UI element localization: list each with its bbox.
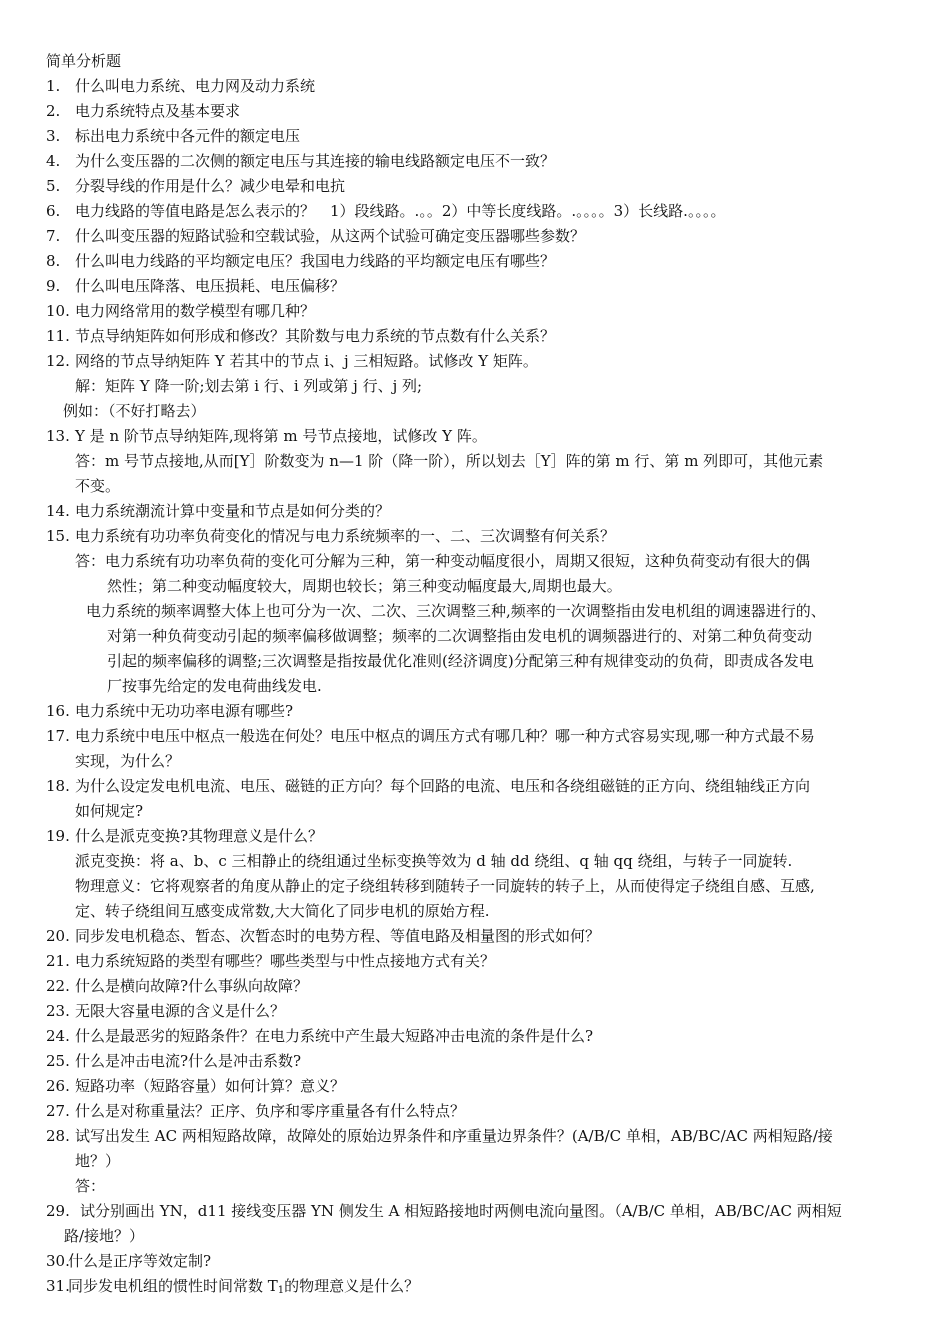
item-text: 然性；第二种变动幅度较大，周期也较长；第三种变动幅度最大,周期也最大。 xyxy=(107,577,622,595)
item-number: 24. xyxy=(46,1027,70,1045)
item-number: 2. xyxy=(46,102,61,120)
item-text: 什么是正序等效定制? xyxy=(68,1252,212,1270)
item-text: 短路功率（短路容量）如何计算？意义？ xyxy=(75,1077,346,1095)
answer-line xyxy=(0,749,950,774)
item-text: 电力系统短路的类型有哪些？哪些类型与中性点接地方式有关？ xyxy=(75,952,496,970)
item-number: 22. xyxy=(46,977,70,995)
item-text: 为什么变压器的二次侧的额定电压与其连接的输电线路额定电压不一致？ xyxy=(75,152,556,170)
item-number: 3. xyxy=(46,127,61,145)
item-text: 什么叫电压降落、电压损耗、电压偏移？ xyxy=(75,277,346,295)
item-text: 电力系统中电压中枢点一般选在何处？电压中枢点的调压方式有哪几种？哪一种方式容易实现,哪一种方式最不易 xyxy=(75,727,815,745)
document-title: 简单分析题 xyxy=(46,52,122,70)
item-number: 4. xyxy=(46,152,61,170)
item-text: 为什么设定发电机电流、电压、磁链的正方向？每个回路的电流、电压和各绕组磁链的正方向、绕组轴线正方向 xyxy=(75,777,811,795)
item-text: 什么叫变压器的短路试验和空载试验，从这两个试验可确定变压器哪些参数？ xyxy=(75,227,586,245)
list-item xyxy=(0,924,950,949)
item-text: 答： xyxy=(75,1177,106,1195)
list-item xyxy=(0,74,950,99)
item-text: 答：m 号节点接地,从而[Y］阶数变为 n—1 阶（降一阶），所以划去［Y］阵的第 m 行、第 m 列即可，其他元素 xyxy=(75,452,824,470)
list-item xyxy=(0,424,950,449)
item-text: 什么叫电力系统、电力网及动力系统 xyxy=(75,77,316,95)
item-text: 答：电力系统有功功率负荷的变化可分解为三种，第一种变动幅度很小，周期又很短，这种负荷变动有很大的偶 xyxy=(75,552,811,570)
item-number: 23. xyxy=(46,1002,70,1020)
item-text: 无限大容量电源的含义是什么？ xyxy=(75,1002,286,1020)
list-item xyxy=(0,774,950,799)
item-text: 电力网络常用的数学模型有哪几种？ xyxy=(75,302,316,320)
item-text: 电力系统潮流计算中变量和节点是如何分类的？ xyxy=(75,502,391,520)
answer-line xyxy=(0,649,950,674)
item-number: 28. xyxy=(46,1127,70,1145)
item-text: 什么是对称重量法？正序、负序和零序重量各有什么特点？ xyxy=(75,1102,466,1120)
list-item xyxy=(0,1199,950,1224)
item-text: 例如：（不好打略去） xyxy=(63,402,206,420)
item-text: 网络的节点导纳矩阵 Y 若其中的节点 i、j 三相短路。试修改 Y 矩阵。 xyxy=(75,352,538,370)
list-item xyxy=(0,499,950,524)
item-text: 电力系统的频率调整大体上也可分为一次、二次、三次调整三种,频率的一次调整指由发电机组的调速器进行的、 xyxy=(86,602,826,620)
answer-line xyxy=(0,674,950,699)
answer-line xyxy=(0,549,950,574)
list-item xyxy=(0,124,950,149)
answer-line xyxy=(0,574,950,599)
item-number: 1. xyxy=(46,77,61,95)
list-item xyxy=(0,824,950,849)
answer-line xyxy=(0,1224,950,1249)
item-text: 如何规定? xyxy=(75,802,144,820)
list-item xyxy=(0,149,950,174)
item-number: 11. xyxy=(46,327,70,345)
item-text: 标出电力系统中各元件的额定电压 xyxy=(75,127,301,145)
item-text: 什么叫电力线路的平均额定电压？我国电力线路的平均额定电压有哪些？ xyxy=(75,252,556,270)
item-text: 不变。 xyxy=(75,477,121,495)
answer-line xyxy=(0,474,950,499)
list-item xyxy=(0,99,950,124)
item-number: 21. xyxy=(46,952,70,970)
list-item xyxy=(0,1024,950,1049)
item-text: 厂按事先给定的发电荷曲线发电. xyxy=(107,677,322,695)
answer-line xyxy=(0,599,950,624)
item-number: 10. xyxy=(46,302,70,320)
item-text: 对第一种负荷变动引起的频率偏移做调整；频率的二次调整指由发电机的调频器进行的、对第二种负荷变动 xyxy=(107,627,813,645)
item-text: 同步发电机稳态、暂态、次暂态时的电势方程、等值电路及相量图的形式如何？ xyxy=(75,927,601,945)
list-item xyxy=(0,199,950,224)
list-item xyxy=(0,949,950,974)
answer-line xyxy=(0,449,950,474)
item-number: 30. xyxy=(46,1252,70,1270)
item-text: 节点导纳矩阵如何形成和修改？其阶数与电力系统的节点数有什么关系？ xyxy=(75,327,556,345)
answer-line xyxy=(0,399,950,424)
answer-line xyxy=(0,899,950,924)
item-text-part: 的物理意义是什么？ xyxy=(284,1277,420,1295)
item-text: 什么是最恶劣的短路条件？在电力系统中产生最大短路冲击电流的条件是什么? xyxy=(75,1027,594,1045)
item-text xyxy=(68,1274,910,1299)
answer-line xyxy=(0,849,950,874)
item-text: 什么是冲击电流?什么是冲击系数? xyxy=(75,1052,302,1070)
item-number: 31. xyxy=(46,1277,70,1295)
item-text: Y 是 n 阶节点导纳矩阵,现将第 m 号节点接地，试修改 Y 阵。 xyxy=(75,427,487,445)
list-item xyxy=(0,274,950,299)
list-item xyxy=(0,999,950,1024)
item-number: 5. xyxy=(46,177,61,195)
list-item xyxy=(0,1074,950,1099)
item-number: 16. xyxy=(46,702,70,720)
subscript: 1 xyxy=(277,1285,285,1296)
item-text: 解：矩阵 Y 降一阶;划去第 i 行、i 列或第 j 行、j 列; xyxy=(75,377,423,395)
item-number: 13. xyxy=(46,427,70,445)
item-text: 地？） xyxy=(75,1152,121,1170)
item-number: 14. xyxy=(46,502,70,520)
answer-line xyxy=(0,874,950,899)
item-text: 路/接地？） xyxy=(64,1227,145,1245)
item-text: 试分别画出 YN，d11 接线变压器 YN 侧发生 A 相短路接地时两侧电流向量图。（A/B/C 单相，AB/BC/AC 两相短 xyxy=(80,1202,842,1220)
item-number: 26. xyxy=(46,1077,70,1095)
item-text: 什么是横向故障?什么事纵向故障？ xyxy=(75,977,309,995)
item-number: 6. xyxy=(46,202,61,220)
list-item xyxy=(0,1249,950,1274)
item-text: 定、转子绕组间互感变成常数,大大简化了同步电机的原始方程. xyxy=(75,902,490,920)
item-text: 电力系统中无功功率电源有哪些? xyxy=(75,702,294,720)
item-number: 8. xyxy=(46,252,61,270)
list-item xyxy=(0,1124,950,1149)
answer-line xyxy=(0,799,950,824)
item-number: 19. xyxy=(46,827,70,845)
item-number: 15. xyxy=(46,527,70,545)
list-item xyxy=(0,299,950,324)
item-text: 电力系统特点及基本要求 xyxy=(75,102,241,120)
list-item xyxy=(0,249,950,274)
item-number: 17. xyxy=(46,727,70,745)
item-text: 电力线路的等值电路是怎么表示的？ 1）段线路。.。。2）中等长度线路。.。。。。3）长线路.。。。。 xyxy=(75,202,726,220)
item-number: 20. xyxy=(46,927,70,945)
list-item xyxy=(0,699,950,724)
item-number: 9. xyxy=(46,277,61,295)
answer-line xyxy=(0,1149,950,1174)
list-item xyxy=(0,1099,950,1124)
item-text: 什么是派克变换?其物理意义是什么？ xyxy=(75,827,324,845)
list-item xyxy=(0,974,950,999)
list-item xyxy=(0,524,950,549)
item-number: 25. xyxy=(46,1052,70,1070)
item-text: 电力系统有功功率负荷变化的情况与电力系统频率的一、二、三次调整有何关系？ xyxy=(75,527,616,545)
answer-line xyxy=(0,624,950,649)
list-item xyxy=(0,349,950,374)
item-text: 派克变换：将 a、b、c 三相静止的绕组通过坐标变换等效为 d 轴 dd 绕组、q 轴 qq 绕组，与转子一同旋转. xyxy=(75,852,793,870)
item-number: 7. xyxy=(46,227,61,245)
item-text-part: 同步发电机组的惯性时间常数 T xyxy=(68,1277,278,1295)
item-text: 引起的频率偏移的调整;三次调整是指按最优化准则(经济调度)分配第三种有规律变动的负荷，即责成各发电 xyxy=(107,652,814,670)
item-number: 18. xyxy=(46,777,70,795)
list-item xyxy=(0,224,950,249)
item-text: 实现，为什么？ xyxy=(75,752,181,770)
item-number: 29. xyxy=(46,1202,70,1220)
list-item xyxy=(0,1049,950,1074)
item-text: 分裂导线的作用是什么？减少电晕和电抗 xyxy=(75,177,346,195)
list-item xyxy=(0,1274,950,1299)
answer-line xyxy=(0,1174,950,1199)
list-item xyxy=(0,324,950,349)
item-text: 物理意义：它将观察者的角度从静止的定子绕组转移到随转子一同旋转的转子上，从而使得定子绕组自感、互感, xyxy=(75,877,815,895)
item-number: 12. xyxy=(46,352,70,370)
item-number: 27. xyxy=(46,1102,70,1120)
answer-line xyxy=(0,374,950,399)
list-item xyxy=(0,724,950,749)
list-item xyxy=(0,174,950,199)
item-text: 试写出发生 AC 两相短路故障，故障处的原始边界条件和序重量边界条件？(A/B/C 单相，AB/BC/AC 两相短路/接 xyxy=(75,1127,833,1145)
